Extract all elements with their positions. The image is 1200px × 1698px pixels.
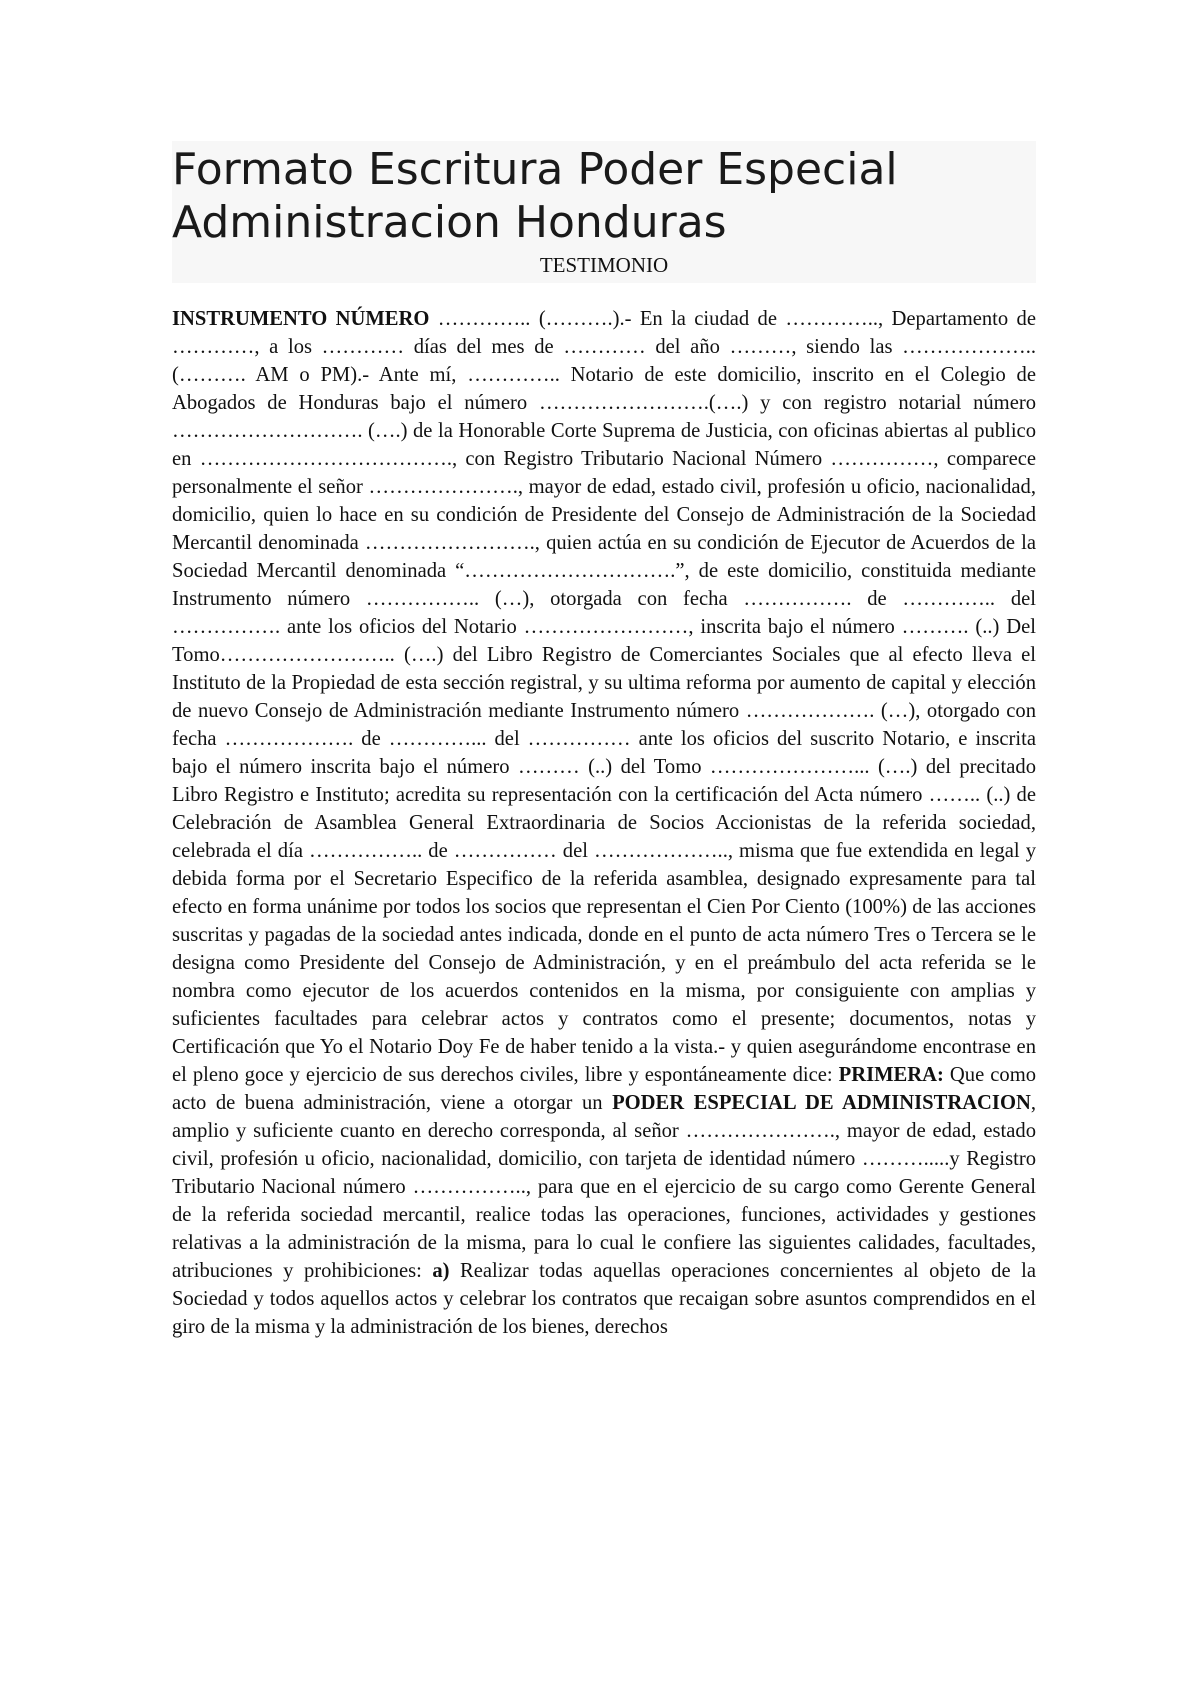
title-block (172, 141, 1036, 251)
document-title: Formato Escritura Poder Especial Administracion Honduras (172, 144, 898, 248)
body-paragraph-1: ………….. (……….).- En la ciudad de ………….., Departamento de …………, a los ………… días del mes de ………… del año ………, siendo las ……………….. (………. AM o PM).- Ante mí, ………….. Notario de este domicilio, inscrito en el Colegio de Abogados de Honduras bajo el número …………………….(….) y con registro notarial número ………………………. (….) de la Honorable Corte Suprema de Justicia, con oficinas abiertas al publico en ………………………………., con Registro Tributario Nacional Número ……………, comparece personalmente el señor …………………., mayor de edad, estado civil, profesión u oficio, nacionalidad, domicilio, quien lo hace en su condición de Presidente del Consejo de Administración de la Sociedad Mercantil denominada ……………………., quien actúa en su condición de Ejecutor de Acuerdos de la Sociedad Mercantil denominada “………………………….”, de este domicilio, constituida mediante Instrumento número …………….. (…), otorgada con fecha ……………. de ………….. del ……………. ante los oficios del Notario ……………………, inscrita bajo el número ………. (..) Del Tomo…………………….. (….) del Libro Registro de Comerciantes Sociales que al efecto lleva el Instituto de la Propiedad de esta sección registral, y su ultima reforma por aumento de capital y elección de nuevo Consejo de Administración mediante Instrumento número ………………. (…), otorgado con fecha ………………. de …………... del …………… ante los oficios del suscrito Notario, e inscrita bajo el número inscrita bajo el número ……… (..) del Tomo …………………... (….) del precitado Libro Registro e Instituto; acredita su representación con la certificación del Acta número …….. (..) de Celebración de Asamblea General Extraordinaria de Socios Accionistas de la referida sociedad, celebrada el día …………….. de …………… del ……………….., misma que fue extendida en legal y debida forma por el Secretario Especifico de la referida asamblea, designado expresamente para tal efecto en forma unánime por todos los socios que representan el Cien Por Ciento (100%) de las acciones suscritas y pagadas de la sociedad antes indicada, donde en el punto de acta número Tres o Tercera se le designa como Presidente del Consejo de Administración, y en el preámbulo del acta referida se le nombra como ejecutor de los acuerdos contenidos en la misma, por consiguiente con amplias y suficientes facultades para celebrar actos y contratos como el presente; documentos, notas y Certificación que Yo el Notario Doy Fe de haber tenido a la vista.- y quien asegurándome encontrase en el pleno goce y ejercicio de sus derechos civiles, libre y espontáneamente dice: (172, 308, 1036, 1086)
label-poder-especial: PODER ESPECIAL DE ADMINISTRACION (612, 1092, 1031, 1114)
label-primera: PRIMERA: (838, 1064, 944, 1086)
label-a: a) (432, 1260, 450, 1282)
body-paragraph-2: Que como acto de buena administración, viene a otorgar un (172, 1064, 1037, 1114)
body-paragraph-4: Realizar todas aquellas operaciones concernientes al objeto de la Sociedad y todos aquellos actos y celebrar los contratos que recaigan sobre asuntos comprendidos en el giro de la misma y la administración de los bienes, derechos (172, 1260, 1036, 1338)
label-instrumento: INSTRUMENTO NÚMERO (172, 308, 430, 330)
document-page (172, 141, 1036, 1341)
document-heading: TESTIMONIO (172, 251, 1036, 283)
document-body (172, 283, 1036, 1341)
body-paragraph-3: , amplio y suficiente cuanto en derecho corresponda, al señor …………………., mayor de edad, estado civil, profesión u oficio, nacionalidad, domicilio, con tarjeta de identidad número ……….....y Registro Tributario Nacional número …………….., para que en el ejercicio de su cargo como Gerente General de la referida sociedad mercantil, realice todas las operaciones, funciones, actividades y gestiones relativas a la administración de la misma, para lo cual le confiere las siguientes calidades, facultades, atribuciones y prohibiciones: (172, 1092, 1036, 1282)
